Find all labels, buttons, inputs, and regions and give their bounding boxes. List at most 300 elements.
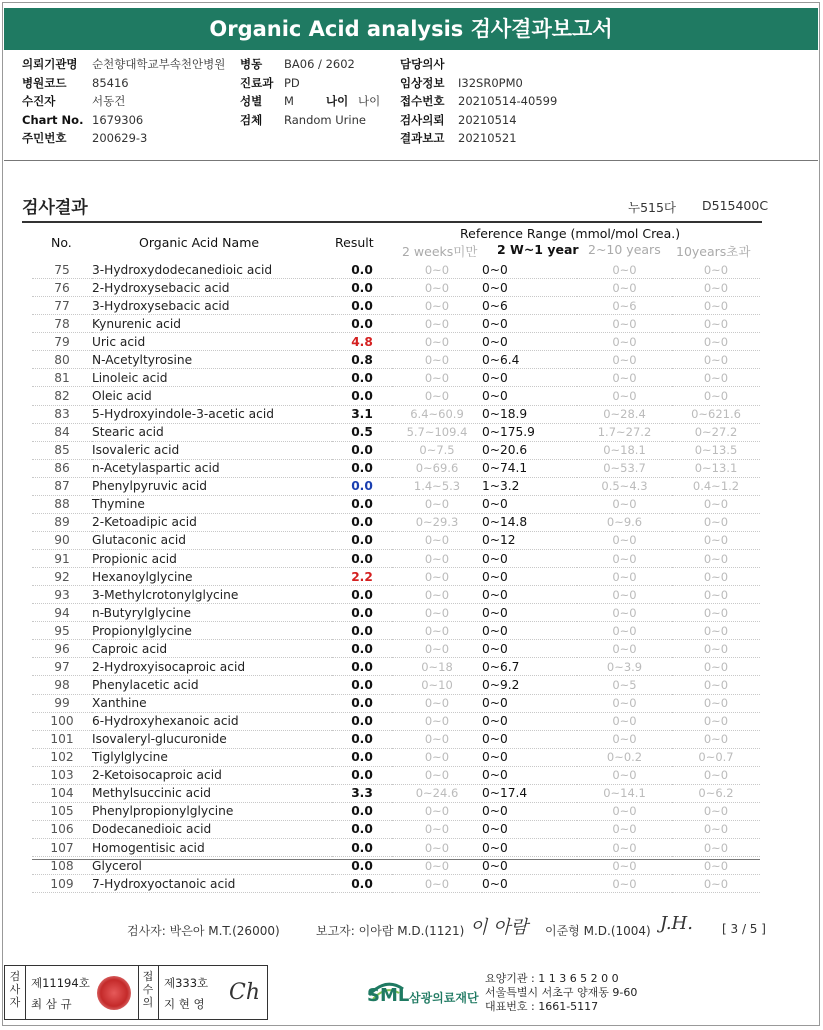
table-row: [32, 441, 760, 459]
row-ref-1y: 0~0: [482, 748, 577, 766]
row-result: 0.0: [332, 802, 392, 820]
row-name: Phenylpropionylglycine: [92, 802, 332, 820]
row-ref-adult: 0~0: [672, 658, 760, 676]
row-no: 99: [32, 694, 92, 712]
header-no: No.: [51, 235, 72, 250]
row-ref-10y: 0~0: [577, 622, 672, 640]
row-ref-1y: 0~0: [482, 495, 577, 513]
stamp-name-1: 최 삼 규: [31, 997, 72, 1011]
row-ref-adult: 0~0: [672, 694, 760, 712]
row-ref-1y: 0~0: [482, 333, 577, 351]
row-ref-10y: 0~28.4: [577, 405, 672, 423]
results-table: [32, 261, 760, 893]
stamp-divider: [138, 966, 139, 1019]
table-top-rule: [22, 221, 762, 223]
row-no: 107: [32, 839, 92, 857]
row-ref-1y: 0~74.1: [482, 459, 577, 477]
row-name: Linoleic acid: [92, 369, 332, 387]
row-no: 106: [32, 820, 92, 838]
row-ref-1y: 0~0: [482, 369, 577, 387]
divider: [4, 160, 818, 161]
row-ref-2w: 0~0: [392, 712, 482, 730]
row-ref-10y: 0~0.2: [577, 748, 672, 766]
row-ref-10y: 0~0: [577, 839, 672, 857]
table-row: [32, 748, 760, 766]
row-ref-10y: 0~0: [577, 730, 672, 748]
row-no: 101: [32, 730, 92, 748]
page-number: [ 3 / 5 ]: [722, 922, 766, 936]
stamp-label-1: 검사자: [9, 970, 21, 1009]
row-ref-10y: 0~0: [577, 857, 672, 875]
row-ref-adult: 0~0: [672, 279, 760, 297]
header-result: Result: [335, 235, 374, 250]
section-title: 검사결과: [22, 198, 88, 218]
row-result: 0.0: [332, 495, 392, 513]
row-result: 3.1: [332, 405, 392, 423]
row-result: 0.0: [332, 857, 392, 875]
row-ref-1y: 0~6.4: [482, 351, 577, 369]
row-ref-1y: 0~0: [482, 857, 577, 875]
table-row: [32, 297, 760, 315]
row-name: n-Butyrylglycine: [92, 604, 332, 622]
row-ref-10y: 0~18.1: [577, 441, 672, 459]
row-ref-2w: 0~0: [392, 351, 482, 369]
row-ref-2w: 0~0: [392, 387, 482, 405]
info-col-3: [400, 55, 557, 148]
row-ref-2w: 0~0: [392, 748, 482, 766]
row-ref-1y: 0~0: [482, 387, 577, 405]
reporter: 보고자: 이아람 M.D.(1121): [316, 924, 465, 938]
table-row: [32, 261, 760, 279]
info-row: 임상정보 I32SR0PM0: [400, 75, 523, 90]
table-row: [32, 839, 760, 857]
row-ref-10y: 0~0: [577, 604, 672, 622]
row-no: 108: [32, 857, 92, 875]
table-row: [32, 405, 760, 423]
results-body: [32, 261, 760, 893]
table-row: [32, 730, 760, 748]
table-row: [32, 315, 760, 333]
row-ref-1y: 0~14.8: [482, 513, 577, 531]
row-result: 0.0: [332, 676, 392, 694]
table-row: [32, 766, 760, 784]
table-row: [32, 802, 760, 820]
row-ref-2w: 0~69.6: [392, 459, 482, 477]
row-no: 85: [32, 441, 92, 459]
row-ref-1y: 0~9.2: [482, 676, 577, 694]
row-ref-10y: 0~0: [577, 369, 672, 387]
row-ref-adult: 0~0: [672, 730, 760, 748]
logo-text: SML: [367, 985, 410, 1006]
stamp-box: [4, 965, 268, 1020]
row-ref-1y: 0~0: [482, 279, 577, 297]
row-result: 4.8: [332, 333, 392, 351]
row-ref-10y: 0~0: [577, 586, 672, 604]
row-name: Methylsuccinic acid: [92, 784, 332, 802]
row-result: 0.0: [332, 658, 392, 676]
table-row: [32, 694, 760, 712]
row-ref-adult: 0~0: [672, 369, 760, 387]
info-row: 병원코드 85416: [22, 75, 129, 90]
row-ref-1y: 0~0: [482, 875, 577, 893]
row-ref-1y: 0~0: [482, 839, 577, 857]
table-row: [32, 423, 760, 441]
row-no: 88: [32, 495, 92, 513]
section-code-2: D515400C: [702, 198, 769, 213]
table-row: [32, 712, 760, 730]
row-ref-2w: 0~10: [392, 676, 482, 694]
row-result: 0.8: [332, 351, 392, 369]
row-ref-10y: 0~0: [577, 315, 672, 333]
row-name: Dodecanedioic acid: [92, 820, 332, 838]
row-name: Homogentisic acid: [92, 839, 332, 857]
row-no: 96: [32, 640, 92, 658]
table-row: [32, 658, 760, 676]
row-ref-2w: 0~0: [392, 802, 482, 820]
row-no: 97: [32, 658, 92, 676]
row-no: 79: [32, 333, 92, 351]
director-signature: J.H.: [660, 913, 693, 934]
row-ref-1y: 0~17.4: [482, 784, 577, 802]
row-name: Hexanoylglycine: [92, 568, 332, 586]
row-no: 75: [32, 261, 92, 279]
row-ref-2w: 0~0: [392, 730, 482, 748]
row-ref-2w: 0~29.3: [392, 513, 482, 531]
row-ref-2w: 0~0: [392, 333, 482, 351]
row-ref-10y: 0~3.9: [577, 658, 672, 676]
row-ref-1y: 0~0: [482, 694, 577, 712]
table-row: [32, 279, 760, 297]
row-result: 0.0: [332, 297, 392, 315]
report-title: Organic Acid analysis 검사결과보고서: [4, 8, 818, 50]
row-result: 0.0: [332, 712, 392, 730]
row-result: 0.0: [332, 839, 392, 857]
row-ref-1y: 0~0: [482, 622, 577, 640]
row-ref-adult: 0~0: [672, 820, 760, 838]
row-ref-2w: 0~0: [392, 495, 482, 513]
info-row: 결과보고 20210521: [400, 131, 517, 145]
row-ref-adult: 0~0: [672, 586, 760, 604]
table-row: [32, 333, 760, 351]
row-ref-10y: 0.5~4.3: [577, 477, 672, 495]
row-no: 87: [32, 477, 92, 495]
row-no: 92: [32, 568, 92, 586]
row-ref-2w: 1.4~5.3: [392, 477, 482, 495]
info-row: 검체 Random Urine: [240, 112, 366, 127]
row-no: 100: [32, 712, 92, 730]
row-name: N-Acetyltyrosine: [92, 351, 332, 369]
row-ref-adult: 0~0: [672, 712, 760, 730]
row-ref-adult: 0~0: [672, 640, 760, 658]
row-ref-2w: 0~0: [392, 261, 482, 279]
row-no: 105: [32, 802, 92, 820]
row-no: 81: [32, 369, 92, 387]
header-reference: Reference Range (mmol/mol Crea.): [460, 226, 681, 241]
row-ref-2w: 0~0: [392, 694, 482, 712]
table-row: [32, 622, 760, 640]
row-name: Oleic acid: [92, 387, 332, 405]
row-name: 3-Hydroxysebacic acid: [92, 297, 332, 315]
row-name: Caproic acid: [92, 640, 332, 658]
row-no: 86: [32, 459, 92, 477]
row-ref-10y: 0~0: [577, 694, 672, 712]
row-ref-1y: 0~6: [482, 297, 577, 315]
row-result: 0.0: [332, 604, 392, 622]
stamp-divider: [158, 966, 159, 1019]
row-ref-adult: 0~0: [672, 839, 760, 857]
row-name: Glycerol: [92, 857, 332, 875]
row-no: 80: [32, 351, 92, 369]
row-no: 104: [32, 784, 92, 802]
row-ref-2w: 0~0: [392, 297, 482, 315]
row-result: 0.0: [332, 550, 392, 568]
header-age-4: 10years초과: [676, 244, 751, 259]
row-ref-10y: 0~0: [577, 333, 672, 351]
row-ref-adult: 0~0: [672, 766, 760, 784]
row-no: 109: [32, 875, 92, 893]
table-row: [32, 550, 760, 568]
row-result: 0.0: [332, 748, 392, 766]
row-ref-1y: 0~0: [482, 640, 577, 658]
info-row: 병동 BA06 / 2602: [240, 57, 355, 71]
row-name: 2-Ketoadipic acid: [92, 513, 332, 531]
row-result: 0.0: [332, 730, 392, 748]
table-row: [32, 351, 760, 369]
row-ref-10y: 0~9.6: [577, 513, 672, 531]
row-ref-1y: 0~0: [482, 712, 577, 730]
row-ref-adult: 0~0: [672, 261, 760, 279]
row-result: 0.0: [332, 875, 392, 893]
section-code-1: 누515다: [628, 200, 677, 215]
info-row: Chart No. 1679306: [22, 112, 144, 127]
row-no: 77: [32, 297, 92, 315]
info-col-2: [240, 55, 380, 129]
org-line-3: 대표번호 : 1661-5117: [485, 1000, 599, 1013]
row-name: Phenylacetic acid: [92, 676, 332, 694]
row-ref-2w: 0~0: [392, 820, 482, 838]
tester: 검사자: 박은아 M.T.(26000): [127, 924, 280, 938]
row-name: Kynurenic acid: [92, 315, 332, 333]
row-ref-adult: 0~621.6: [672, 405, 760, 423]
row-ref-10y: 0~5: [577, 676, 672, 694]
row-name: 2-Ketoisocaproic acid: [92, 766, 332, 784]
row-ref-adult: 0~0: [672, 351, 760, 369]
stamp-id-2: 제333호: [164, 976, 209, 990]
row-no: 84: [32, 423, 92, 441]
row-ref-10y: 0~0: [577, 351, 672, 369]
row-result: 2.2: [332, 568, 392, 586]
row-result: 0.0: [332, 820, 392, 838]
row-name: 2-Hydroxyisocaproic acid: [92, 658, 332, 676]
row-result: 0.0: [332, 279, 392, 297]
table-row: [32, 369, 760, 387]
row-no: 91: [32, 550, 92, 568]
row-ref-1y: 0~12: [482, 531, 577, 549]
organization-info: [485, 972, 637, 1014]
row-ref-10y: 0~0: [577, 712, 672, 730]
row-result: 0.0: [332, 640, 392, 658]
row-ref-adult: 0~13.5: [672, 441, 760, 459]
row-ref-2w: 6.4~60.9: [392, 405, 482, 423]
reporter-signature: 이 아람: [470, 917, 528, 938]
header-age-1: 2 weeks미만: [402, 244, 478, 259]
row-no: 78: [32, 315, 92, 333]
row-ref-1y: 0~0: [482, 315, 577, 333]
row-no: 94: [32, 604, 92, 622]
row-no: 82: [32, 387, 92, 405]
row-ref-10y: 0~0: [577, 568, 672, 586]
org-line-2: 서울특별시 서초구 양재동 9-60: [485, 986, 638, 999]
row-ref-2w: 5.7~109.4: [392, 423, 482, 441]
seal-icon: [97, 976, 131, 1010]
row-no: 76: [32, 279, 92, 297]
row-ref-2w: 0~0: [392, 531, 482, 549]
row-name: Tiglylglycine: [92, 748, 332, 766]
row-ref-1y: 0~18.9: [482, 405, 577, 423]
info-row: 접수번호 20210514-40599: [400, 94, 558, 108]
row-result: 0.0: [332, 531, 392, 549]
table-row: [32, 477, 760, 495]
table-row: [32, 459, 760, 477]
info-row: 주민번호 200629-3: [22, 131, 148, 145]
row-name: 5-Hydroxyindole-3-acetic acid: [92, 405, 332, 423]
table-bottom-rule: [32, 859, 760, 860]
org-line-1: 요양기관 : 1 1 3 6 5 2 0 0: [485, 972, 619, 985]
row-ref-1y: 0~20.6: [482, 441, 577, 459]
row-ref-2w: 0~0: [392, 369, 482, 387]
row-ref-2w: 0~0: [392, 839, 482, 857]
row-result: 0.0: [332, 459, 392, 477]
table-row: [32, 513, 760, 531]
row-result: 0.0: [332, 387, 392, 405]
director: 이준형 M.D.(1004): [545, 924, 651, 938]
row-ref-10y: 0~0: [577, 550, 672, 568]
row-ref-10y: 0~6: [577, 297, 672, 315]
row-ref-adult: 0~0: [672, 604, 760, 622]
row-result: 0.0: [332, 586, 392, 604]
stamp-name-2: 지 현 영: [164, 997, 205, 1011]
row-ref-2w: 0~0: [392, 640, 482, 658]
row-name: Stearic acid: [92, 423, 332, 441]
row-ref-adult: 0~0: [672, 315, 760, 333]
row-ref-adult: 0~0: [672, 550, 760, 568]
info-row: 진료과 PD: [240, 75, 300, 90]
row-ref-2w: 0~0: [392, 875, 482, 893]
row-name: 2-Hydroxysebacic acid: [92, 279, 332, 297]
table-row: [32, 875, 760, 893]
info-row: 의뢰기관명 순천향대학교부속천안병원: [22, 57, 226, 71]
row-ref-10y: 0~0: [577, 279, 672, 297]
row-result: 0.0: [332, 369, 392, 387]
table-row: [32, 676, 760, 694]
row-name: 7-Hydroxyoctanoic acid: [92, 875, 332, 893]
row-ref-1y: 0~0: [482, 261, 577, 279]
row-ref-adult: 0~0: [672, 333, 760, 351]
table-row: [32, 640, 760, 658]
info-row: 검사의뢰 20210514: [400, 112, 517, 127]
row-result: 0.0: [332, 261, 392, 279]
row-name: 3-Methylcrotonylglycine: [92, 586, 332, 604]
row-result: 0.5: [332, 423, 392, 441]
row-name: Isovaleryl-glucuronide: [92, 730, 332, 748]
row-ref-2w: 0~0: [392, 568, 482, 586]
row-ref-1y: 1~3.2: [482, 477, 577, 495]
row-result: 0.0: [332, 315, 392, 333]
row-ref-10y: 0~14.1: [577, 784, 672, 802]
row-ref-adult: 0~0: [672, 387, 760, 405]
row-ref-10y: 0~0: [577, 495, 672, 513]
row-name: 6-Hydroxyhexanoic acid: [92, 712, 332, 730]
row-name: 3-Hydroxydodecanedioic acid: [92, 261, 332, 279]
row-ref-2w: 0~0: [392, 622, 482, 640]
row-no: 95: [32, 622, 92, 640]
row-ref-10y: 0~0: [577, 531, 672, 549]
row-ref-10y: 1.7~27.2: [577, 423, 672, 441]
row-ref-adult: 0~0: [672, 531, 760, 549]
row-ref-10y: 0~0: [577, 640, 672, 658]
table-row: [32, 495, 760, 513]
header-age-3: 2~10 years: [588, 242, 661, 257]
row-no: 102: [32, 748, 92, 766]
row-no: 89: [32, 513, 92, 531]
row-result: 0.0: [332, 766, 392, 784]
row-ref-2w: 0~0: [392, 586, 482, 604]
row-ref-2w: 0~0: [392, 279, 482, 297]
stamp-divider: [25, 966, 26, 1019]
table-row: [32, 568, 760, 586]
row-ref-2w: 0~0: [392, 857, 482, 875]
row-name: Propionylglycine: [92, 622, 332, 640]
row-ref-10y: 0~0: [577, 766, 672, 784]
table-row: [32, 586, 760, 604]
stamp-id-1: 제11194호: [31, 976, 90, 990]
row-no: 103: [32, 766, 92, 784]
row-result: 3.3: [332, 784, 392, 802]
info-col-1: [22, 55, 225, 148]
organization-name: 삼광의료재단: [409, 991, 479, 1005]
row-ref-1y: 0~0: [482, 568, 577, 586]
row-ref-adult: 0~6.2: [672, 784, 760, 802]
row-ref-1y: 0~0: [482, 586, 577, 604]
row-name: Propionic acid: [92, 550, 332, 568]
row-ref-adult: 0~0: [672, 622, 760, 640]
row-ref-1y: 0~0: [482, 802, 577, 820]
row-ref-10y: 0~0: [577, 802, 672, 820]
row-ref-adult: 0~0: [672, 676, 760, 694]
row-name: n-Acetylaspartic acid: [92, 459, 332, 477]
row-ref-2w: 0~0: [392, 766, 482, 784]
info-row: 성별 M 나이 나이: [240, 94, 381, 108]
row-ref-adult: 0~13.1: [672, 459, 760, 477]
row-ref-1y: 0~6.7: [482, 658, 577, 676]
sml-logo: [365, 975, 479, 1013]
row-ref-10y: 0~0: [577, 387, 672, 405]
stamp-signature: Ch: [229, 980, 261, 1005]
row-ref-adult: 0~0: [672, 495, 760, 513]
table-row: [32, 387, 760, 405]
row-ref-2w: 0~0: [392, 550, 482, 568]
row-ref-10y: 0~0: [577, 875, 672, 893]
row-ref-2w: 0~0: [392, 315, 482, 333]
row-no: 90: [32, 531, 92, 549]
header-age-2: 2 W~1 year: [497, 242, 579, 257]
row-result: 0.0: [332, 622, 392, 640]
row-ref-adult: 0~0: [672, 875, 760, 893]
row-result: 0.0: [332, 477, 392, 495]
row-ref-2w: 0~18: [392, 658, 482, 676]
row-result: 0.0: [332, 513, 392, 531]
table-row: [32, 784, 760, 802]
